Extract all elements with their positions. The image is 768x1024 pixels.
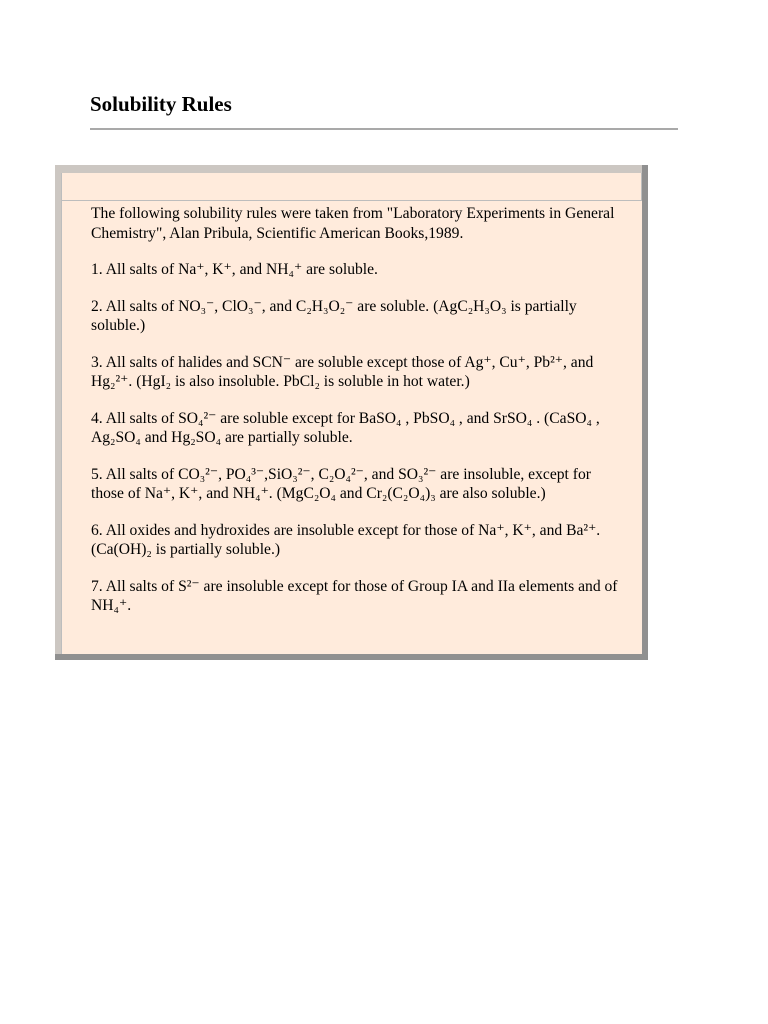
intro-text: The following solubility rules were taken from "Laboratory Experiments in General Chemistry", Alan Pribula, Scientific American Books,1989. (91, 205, 615, 242)
rule-4: 4. All salts of SO₄²⁻ are soluble except for BaSO₄ , PbSO₄ , and SrSO₄ . (CaSO₄ , Ag₂SO₄ and Hg₂SO₄ are partially soluble. (91, 409, 600, 446)
rules-content (91, 204, 621, 633)
page-title: Solubility Rules (90, 92, 232, 116)
rules-panel-body (61, 173, 642, 654)
rules-panel (55, 165, 648, 660)
title-divider (90, 128, 678, 130)
rule-5: 5. All salts of CO₃²⁻, PO₄³⁻,SiO₃²⁻, C₂O₄²⁻, and SO₃²⁻ are insoluble, except for those of Na⁺, K⁺, and NH₄⁺. (MgC₂O₄ and Cr₂(C₂O₄)₃ are also soluble.) (91, 465, 591, 502)
rule-2: 2. All salts of NO₃⁻, ClO₃⁻, and C₂H₃O₂⁻ are soluble. (AgC₂H₃O₃ is partially soluble.) (91, 297, 577, 334)
rule-6: 6. All oxides and hydroxides are insoluble except for those of Na⁺, K⁺, and Ba²⁺. (Ca(OH)₂ is partially soluble.) (91, 521, 601, 558)
panel-header-strip (62, 173, 642, 201)
rule-7: 7. All salts of S²⁻ are insoluble except for those of Group IA and IIa elements and of NH₄⁺. (91, 577, 618, 614)
rule-1: 1. All salts of Na⁺, K⁺, and NH₄⁺ are soluble. (91, 261, 378, 278)
rule-3: 3. All salts of halides and SCN⁻ are soluble except those of Ag⁺, Cu⁺, Pb²⁺, and Hg₂²⁺. (HgI₂ is also insoluble. PbCl₂ is soluble in hot water.) (91, 353, 594, 390)
